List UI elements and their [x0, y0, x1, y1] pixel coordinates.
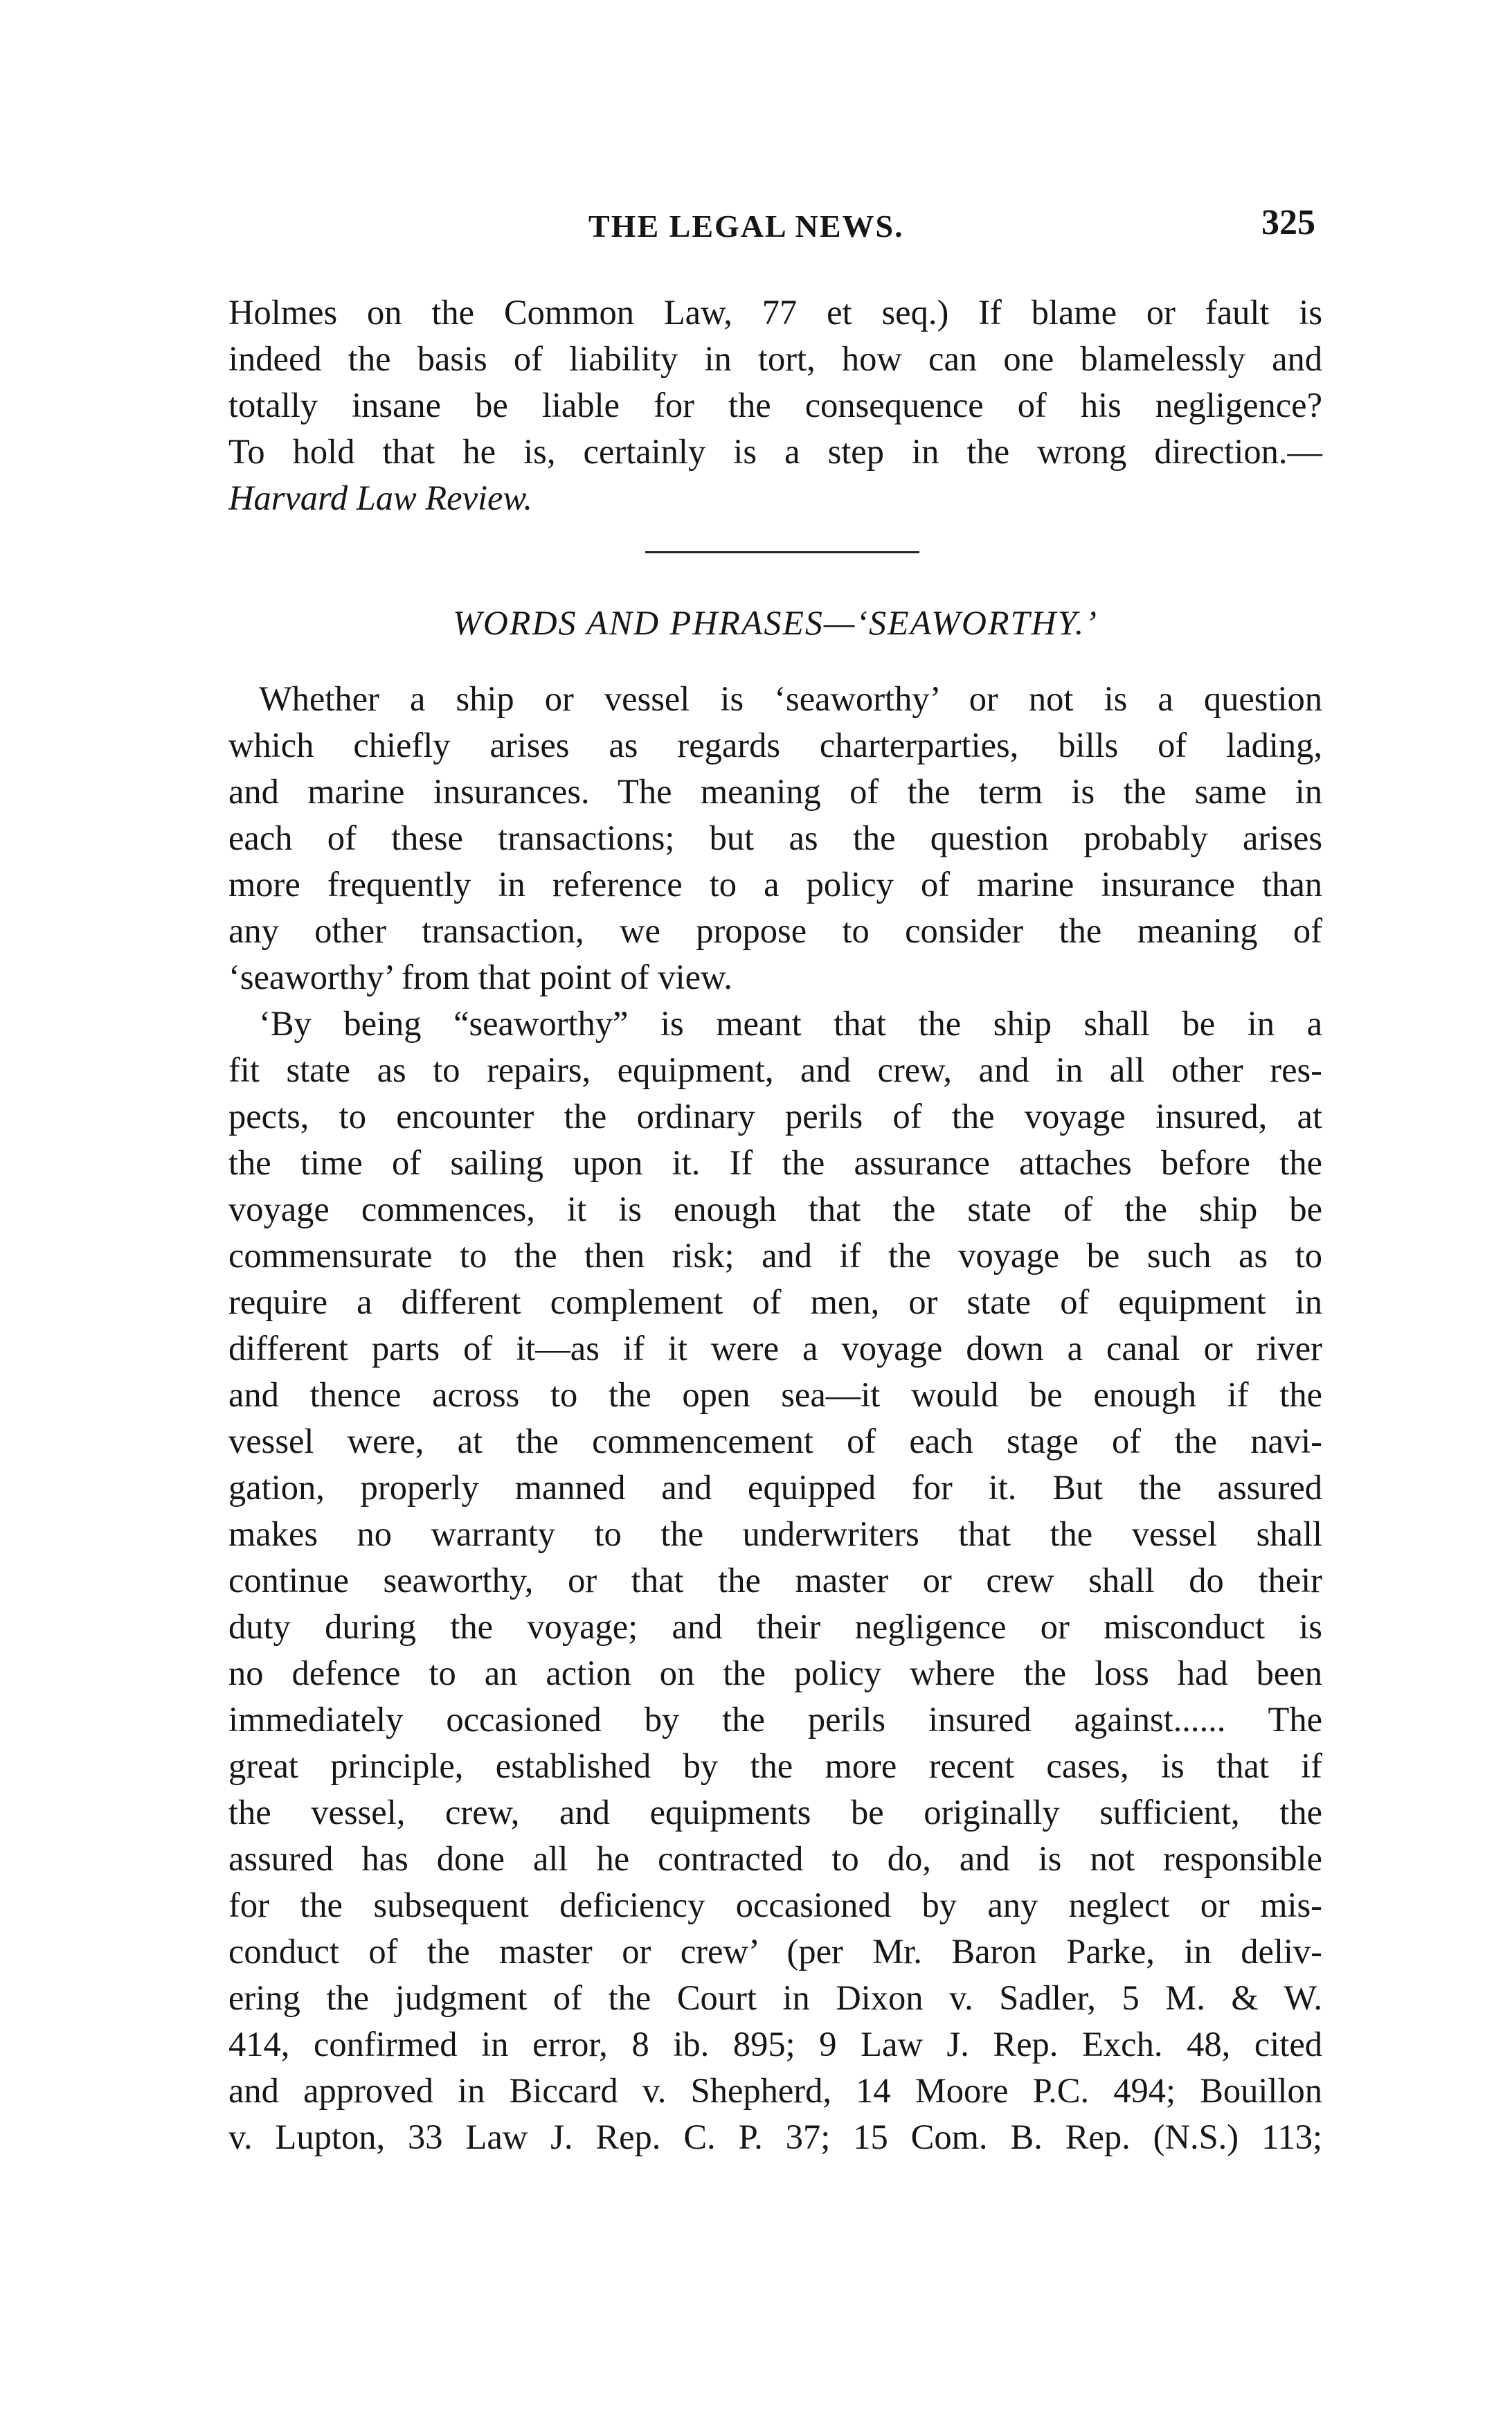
text-line: indeed the basis of liability in tort, how can one blamelessly and — [228, 339, 1322, 378]
text-line: totally insane be liable for the consequence of his negligence? — [228, 386, 1322, 424]
text-line: and approved in Biccard v. Shepherd, 14 Moore P.C. 494; Bouillon — [228, 2071, 1322, 2110]
text-line: no defence to an action on the policy where the loss had been — [228, 1654, 1322, 1692]
text-line: more frequently in reference to a policy of marine insurance than — [228, 865, 1322, 904]
text-line: makes no warranty to the underwriters that the vessel shall — [228, 1514, 1322, 1553]
text-line: commensurate to the then risk; and if the voyage be such as to — [228, 1236, 1322, 1275]
text-line: the vessel, crew, and equipments be originally sufficient, the — [228, 1793, 1322, 1832]
text-line: and marine insurances. The meaning of the term is the same in — [228, 772, 1322, 811]
text-line: duty during the voyage; and their negligence or misconduct is — [228, 1607, 1322, 1646]
text-line: vessel were, at the commencement of each stage of the navi- — [228, 1422, 1322, 1460]
text-line: 414, confirmed in error, 8 ib. 895; 9 Law J. Rep. Exch. 48, cited — [228, 2025, 1322, 2064]
text-line: the time of sailing upon it. If the assurance attaches before the — [228, 1143, 1322, 1182]
text-line: fit state as to repairs, equipment, and crew, and in all other res- — [228, 1050, 1322, 1089]
text-line: ‘seaworthy’ from that point of view. — [228, 958, 732, 996]
text-line: for the subsequent deficiency occasioned by any neglect or mis- — [228, 1886, 1322, 1924]
text-line: continue seaworthy, or that the master or crew shall do their — [228, 1561, 1322, 1600]
text-line: gation, properly manned and equipped for it. But the assured — [228, 1468, 1322, 1507]
text-line: and thence across to the open sea—it would be enough if the — [228, 1375, 1322, 1414]
running-title: THE LEGAL NEWS. — [588, 208, 904, 244]
paragraph-continuation — [228, 289, 1322, 521]
text-line: Holmes on the Common Law, 77 et seq.) If blame or fault is — [228, 293, 1322, 332]
article-body — [228, 676, 1322, 2160]
text-line: v. Lupton, 33 Law J. Rep. C. P. 37; 15 Com. B. Rep. (N.S.) 113; — [228, 2118, 1322, 2156]
page-number: 325 — [1261, 203, 1315, 242]
text-line: ering the judgment of the Court in Dixon v. Sadler, 5 M. & W. — [228, 1978, 1322, 2017]
text-line: require a different complement of men, or state of equipment in — [228, 1282, 1322, 1321]
text-line: any other transaction, we propose to consider the meaning of — [228, 911, 1322, 950]
section-divider — [645, 551, 919, 553]
text-line: different parts of it—as if it were a voyage down a canal or river — [228, 1329, 1322, 1368]
text-line: immediately occasioned by the perils insured against...... The — [228, 1700, 1322, 1739]
text-line: conduct of the master or crew’ (per Mr. Baron Parke, in deliv- — [228, 1932, 1322, 1971]
text-line: Whether a ship or vessel is ‘seaworthy’ or not is a question — [259, 679, 1322, 718]
text-line: which chiefly arises as regards charterparties, bills of lading, — [228, 726, 1322, 764]
text-line: To hold that he is, certainly is a step in the wrong direction.— — [228, 432, 1322, 471]
text-line: pects, to encounter the ordinary perils of the voyage insured, at — [228, 1097, 1322, 1136]
text-line: assured has done all he contracted to do, and is not responsible — [228, 1839, 1322, 1878]
text-line: great principle, established by the more recent cases, is that if — [228, 1746, 1322, 1785]
text-line: ‘By being “seaworthy” is meant that the ship shall be in a — [259, 1004, 1322, 1043]
text-line: voyage commences, it is enough that the state of the ship be — [228, 1190, 1322, 1228]
text-line: each of these transactions; but as the question probably arises — [228, 818, 1322, 857]
section-heading: WORDS AND PHRASES—‘SEAWORTHY.’ — [453, 603, 1098, 642]
source-citation: Harvard Law Review. — [228, 478, 533, 517]
